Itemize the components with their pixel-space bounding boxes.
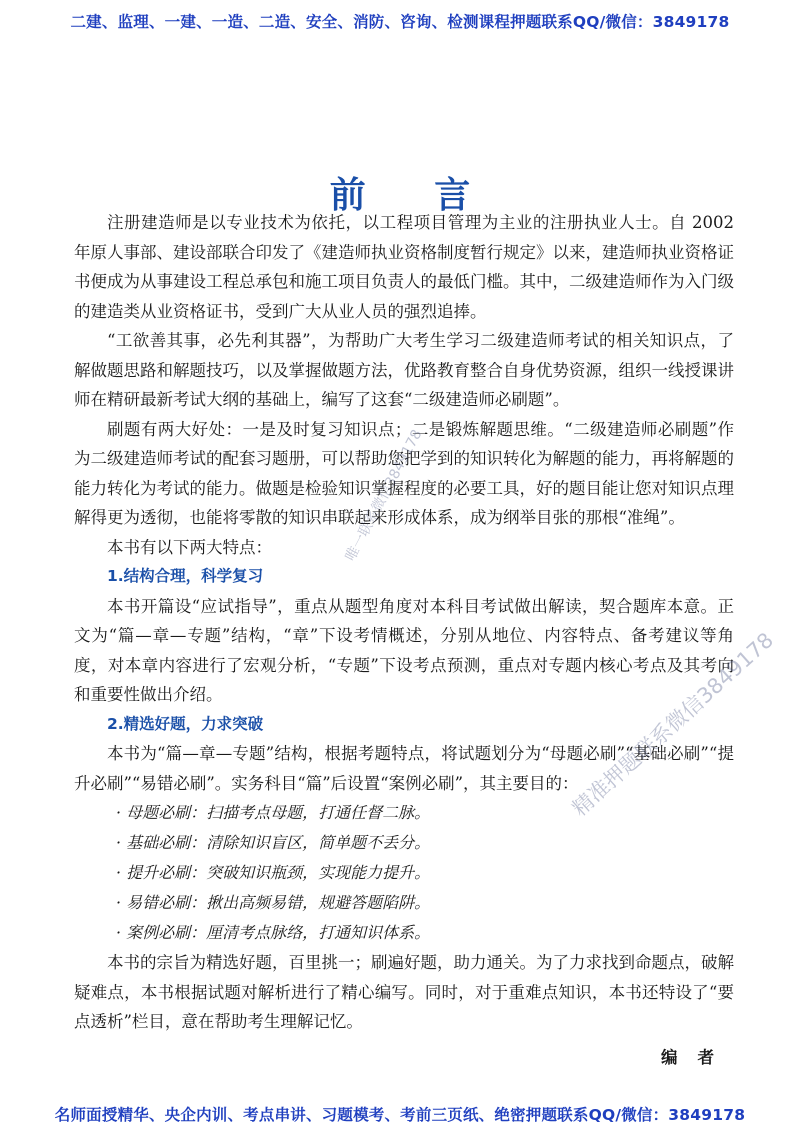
top-contact-banner: 二建、监理、一建、一造、二造、安全、消防、咨询、检测课程押题联系QQ/微信：3849178 [70, 13, 730, 31]
bullet-item: · 基础必刷：清除知识盲区，简单题不丢分。 [116, 833, 431, 852]
bullet-item: · 提升必刷：突破知识瓶颈，实现能力提升。 [116, 863, 431, 882]
bottom-contact-banner: 名师面授精华、央企内训、考点串讲、习题模考、考前三页纸、绝密押题联系QQ/微信：3849178 [54, 1106, 746, 1124]
preface-paragraph-2: “工欲善其事，必先利其器”，为帮助广大考生学习二级建造师考试的相关知识点，了解做题思路和解题技巧，以及掌握做题方法，优路教育整合自身优势资源，组织一线授课讲师在精研最新考试大纲的基础上，编写了这套“二级建造师必刷题”。 [74, 331, 734, 409]
bullet-item: · 母题必刷：扫描考点母题，打通任督二脉。 [116, 803, 431, 822]
preface-paragraph-1: 注册建造师是以专业技术为依托，以工程项目管理为主业的注册执业人士。自 2002 年原人事部、建设部联合印发了《建造师执业资格制度暂行规定》以来，建造师执业资格证书便成为从事建设工程总承包和施工项目负责人的最低门槛。其中，二级建造师作为入门级的建造类从业资格证书，受到广大从业人员的强烈追捧。 [74, 213, 734, 321]
watermark-center: 唯一联系微信3849178 [342, 427, 426, 564]
bullet-item: · 易错必刷：揪出高频易错，规避答题陷阱。 [116, 893, 431, 912]
preface-paragraph-4: 本书有以下两大特点： [107, 537, 272, 557]
preface-paragraph-3: 刷题有两大好处：一是及时复习知识点；二是锻炼解题思维。“二级建造师必刷题”作为二级建造师考试的配套习题册，可以帮助您把学到的知识转化为解题的能力，再将解题的能力转化为考试的能力。做题是检验知识掌握程度的必要工具，好的题目能让您对知识点理解得更为透彻，也能将零散的知识串联起来形成体系，成为纲举目张的那根“准绳”。 [74, 419, 734, 527]
bullet-item: · 案例必刷：厘清考点脉络，打通知识体系。 [116, 923, 431, 942]
author-signature: 编者 [661, 1047, 734, 1067]
page-title: 前 言 [329, 175, 499, 217]
preface-body [74, 208, 734, 1072]
section-heading-2: 2.精选好题，力求突破 [107, 714, 264, 733]
section-1-text: 本书开篇设“应试指导”，重点从题型角度对本科目考试做出解读，契合题库本意。正文为“篇—章—专题”结构，“章”下设考情概述，分别从地位、内容特点、备考建议等角度，对本章内容进行了宏观分析，“专题”下设考点预测，重点对专题内核心考点及其考向和重要性做出介绍。 [74, 596, 734, 704]
section-2-text: 本书为“篇—章—专题”结构，根据考题特点，将试题划分为“母题必刷”“基础必刷”“提升必刷”“易错必刷”。实务科目“篇”后设置“案例必刷”，其主要目的： [74, 744, 734, 793]
closing-paragraph: 本书的宗旨为精选好题，百里挑一；刷遍好题，助力通关。为了力求找到命题点，破解疑难点，本书根据试题对解析进行了精心编写。同时，对于重难点知识，本书还特设了“要点透析”栏目，意在帮助考生理解记忆。 [74, 953, 734, 1031]
watermark-right: 精准押题联系微信3849178 [567, 627, 779, 821]
section-heading-1: 1.结构合理，科学复习 [107, 567, 264, 585]
